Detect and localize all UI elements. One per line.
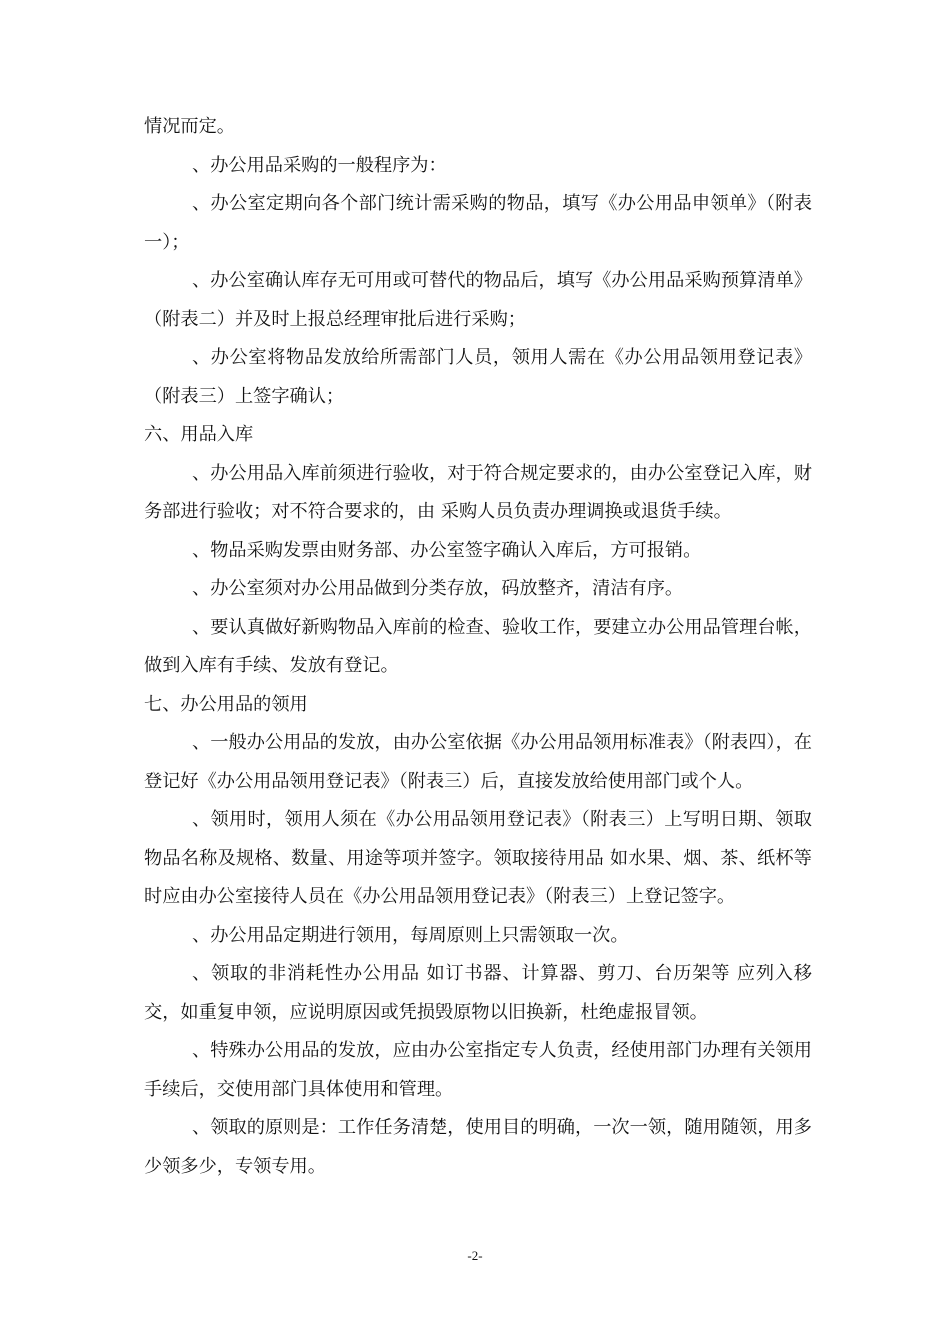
page-number: -2- (467, 1248, 483, 1263)
paragraph: 、办公用品定期进行领用，每周原则上只需领取一次。 (192, 924, 629, 946)
paragraph: 、特殊办公用品的发放，应由办公室指定专人负责，经使用部门办理有关领用手续后，交使用部门具体使用和管理。 (144, 1040, 812, 1100)
paragraph: 、办公室定期向各个部门统计需采购的物品，填写《办公用品申领单》（附表一）； (144, 193, 812, 253)
paragraph: 、领用时，领用人须在《办公用品领用登记表》（附表三）上写明日期、领取物品名称及规格、数量、用途等项并签字。领取接待用品 如水果、烟、茶、纸杯等 时应由办公室接待人员在《办公用品领用登记表》（附表三）上登记签字。 (144, 809, 812, 907)
paragraph: 、办公用品入库前须进行验收，对于符合规定要求的，由办公室登记入库，财务部进行验收；对不符合要求的，由 采购人员负责办理调换或退货手续。 (144, 462, 812, 522)
paragraph: 、办公用品采购的一般程序为： (192, 154, 447, 176)
paragraph: 、办公室将物品发放给所需部门人员，领用人需在《办公用品领用登记表》（附表三）上签字确认； (144, 347, 812, 407)
section-heading: 六、用品入库 (144, 424, 254, 445)
document-body (144, 108, 812, 1186)
paragraph: 、物品采购发票由财务部、办公室签字确认入库后，方可报销。 (192, 539, 702, 561)
paragraph: 、办公室须对办公用品做到分类存放，码放整齐，清洁有序。 (192, 578, 684, 599)
paragraph: 、办公室确认库存无可用或可替代的物品后，填写《办公用品采购预算清单》（附表二）并及时上报总经理审批后进行采购； (144, 270, 812, 330)
paragraph: 、一般办公用品的发放，由办公室依据《办公用品领用标准表》（附表四），在登记好《办公用品领用登记表》（附表三）后，直接发放给使用部门或个人。 (144, 732, 812, 792)
section-heading: 七、办公用品的领用 (144, 693, 308, 715)
paragraph: 、领取的原则是：工作任务清楚，使用目的明确，一次一领，随用随领，用多少领多少，专领专用。 (144, 1117, 812, 1177)
paragraph: 、领取的非消耗性办公用品 如订书器、计算器、剪刀、台历架等 应列入移交，如重复申领，应说明原因或凭损毁原物以旧换新，杜绝虚报冒领。 (144, 963, 812, 1023)
paragraph: 情况而定。 (144, 116, 235, 137)
paragraph: 、要认真做好新购物品入库前的检查、验收工作，要建立办公用品管理台帐，做到入库有手续、发放有登记。 (144, 616, 812, 676)
